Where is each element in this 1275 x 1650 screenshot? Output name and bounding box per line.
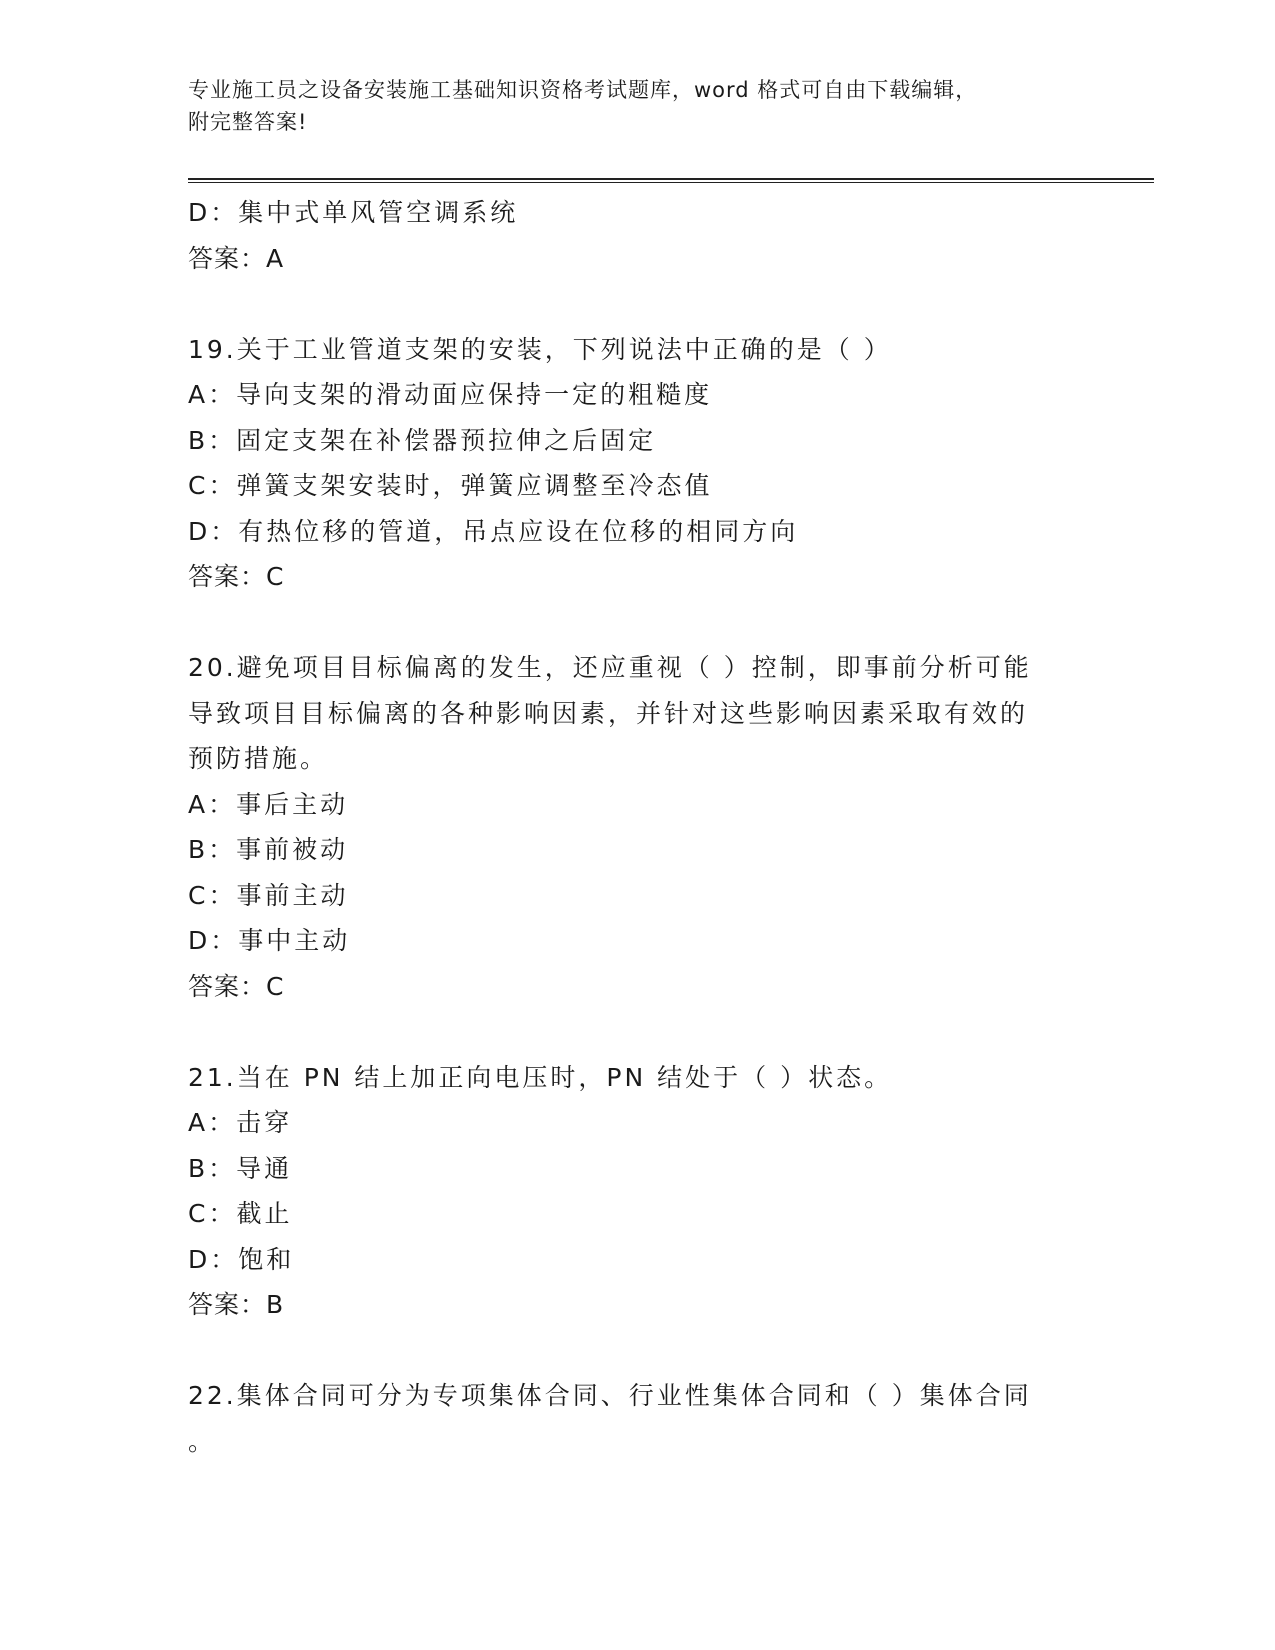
q21-stem: 21.当在 PN 结上加正向电压时，PN 结处于（ ）状态。	[188, 1062, 893, 1092]
q20-stem-line-1: 20.避免项目目标偏离的发生，还应重视（ ）控制，即事前分析可能	[188, 653, 1032, 682]
q22-stem-line-2: 。	[188, 1426, 217, 1456]
q22-stem-line-1: 22.集体合同可分为专项集体合同、行业性集体合同和（ ）集体合同	[188, 1381, 1032, 1410]
header-line-1: 专业施工员之设备安装施工基础知识资格考试题库，word 格式可自由下载编辑，	[188, 78, 978, 102]
question-list	[188, 190, 1088, 1464]
q20-answer: 答案：C	[188, 971, 285, 1001]
q20-option-b: B：事前被动	[188, 835, 349, 864]
q20-stem-line-3: 预防措施。	[188, 744, 329, 773]
q21-option-b: B：导通	[188, 1153, 293, 1183]
q20-stem-line-2: 导致项目目标偏离的各种影响因素，并针对这些影响因素采取有效的	[188, 698, 1029, 728]
spacer	[188, 1009, 1088, 1055]
question-20	[188, 645, 1088, 1009]
q21-answer: 答案：B	[188, 1290, 285, 1319]
q18-option-d: D：集中式单风管空调系统	[188, 198, 519, 227]
spacer	[188, 600, 1088, 646]
question-19	[188, 327, 1088, 600]
q22-stem	[188, 1373, 1088, 1464]
q21-option-a: A：击穿	[188, 1108, 293, 1137]
spacer	[188, 1328, 1088, 1374]
q20-option-a: A：事后主动	[188, 789, 349, 819]
q19-option-a: A：导向支架的滑动面应保持一定的粗糙度	[188, 380, 713, 409]
header-divider	[188, 178, 1154, 183]
q20-option-c: C：事前主动	[188, 880, 349, 910]
q19-option-c: C：弹簧支架安装时，弹簧应调整至冷态值	[188, 471, 713, 500]
q19-option-d: D：有热位移的管道，吊点应设在位移的相同方向	[188, 516, 799, 546]
question-22	[188, 1373, 1088, 1464]
question-18	[188, 190, 1088, 281]
q19-stem: 19.关于工业管道支架的安装，下列说法中正确的是（ ）	[188, 334, 892, 364]
q20-stem	[188, 645, 1088, 782]
header-line-2: 附完整答案!	[188, 110, 308, 134]
q18-answer: 答案：A	[188, 243, 285, 273]
q19-option-b: B：固定支架在补偿器预拉伸之后固定	[188, 425, 657, 455]
q21-option-c: C：截止	[188, 1199, 293, 1228]
spacer	[188, 281, 1088, 327]
q21-option-d: D：饱和	[188, 1244, 295, 1274]
q19-answer: 答案：C	[188, 562, 285, 591]
q20-option-d: D：事中主动	[188, 926, 351, 955]
question-21	[188, 1055, 1088, 1328]
document-header	[188, 74, 1088, 138]
